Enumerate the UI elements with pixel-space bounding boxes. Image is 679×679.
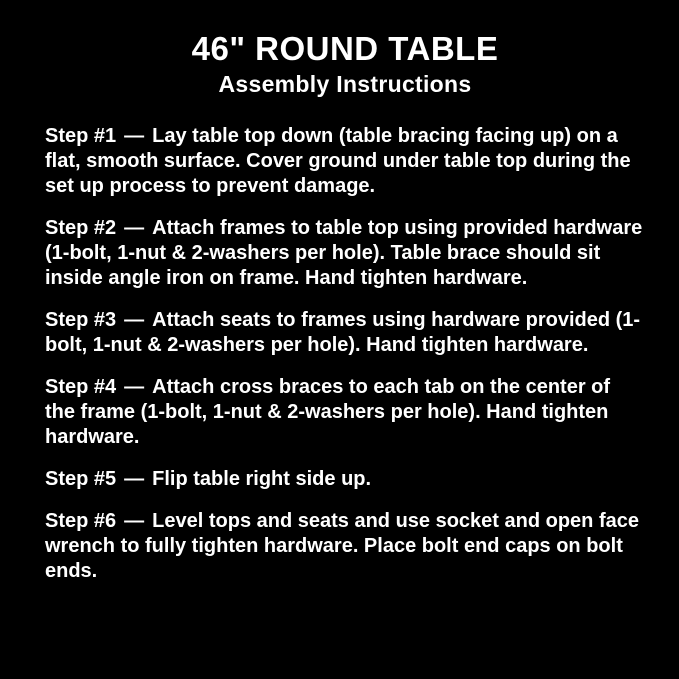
- em-dash: —: [124, 509, 145, 532]
- step-5-text: Flip table right side up.: [152, 467, 372, 490]
- em-dash: —: [124, 467, 145, 490]
- step-1-label: Step #1: [45, 124, 117, 147]
- step-3-text: Attach seats to frames using hardware provided (1-bolt, 1-nut & 2-washers per hole). Hand tighten hardware.: [45, 308, 641, 356]
- em-dash: —: [124, 216, 145, 239]
- step-1: [45, 124, 645, 199]
- step-4: [45, 375, 645, 450]
- step-2: [45, 216, 645, 291]
- step-5-label: Step #5: [45, 467, 117, 490]
- step-2-label: Step #2: [45, 216, 117, 239]
- step-6-text: Level tops and seats and use socket and open face wrench to fully tighten hardware. Place bolt end caps on bolt ends.: [45, 509, 639, 582]
- page-subtitle: Assembly Instructions: [218, 70, 472, 97]
- page-title: 46" ROUND TABLE: [191, 30, 499, 67]
- step-4-text: Attach cross braces to each tab on the center of the frame (1-bolt, 1-nut & 2-washers per hole). Hand tighten hardware.: [45, 375, 611, 448]
- step-1-text: Lay table top down (table bracing facing up) on a flat, smooth surface. Cover ground under table top during the set up process to prevent damage.: [45, 124, 631, 197]
- step-3: [45, 308, 645, 358]
- step-5: [45, 467, 645, 492]
- steps-list: [45, 124, 645, 584]
- step-2-text: Attach frames to table top using provided hardware (1-bolt, 1-nut & 2-washers per hole). Table brace should sit inside angle iron on frame. Hand tighten hardware.: [45, 216, 643, 289]
- step-3-label: Step #3: [45, 308, 117, 331]
- step-4-label: Step #4: [45, 375, 117, 398]
- em-dash: —: [124, 308, 145, 331]
- step-6: [45, 509, 645, 584]
- em-dash: —: [124, 375, 145, 398]
- step-6-label: Step #6: [45, 509, 117, 532]
- em-dash: —: [124, 124, 145, 147]
